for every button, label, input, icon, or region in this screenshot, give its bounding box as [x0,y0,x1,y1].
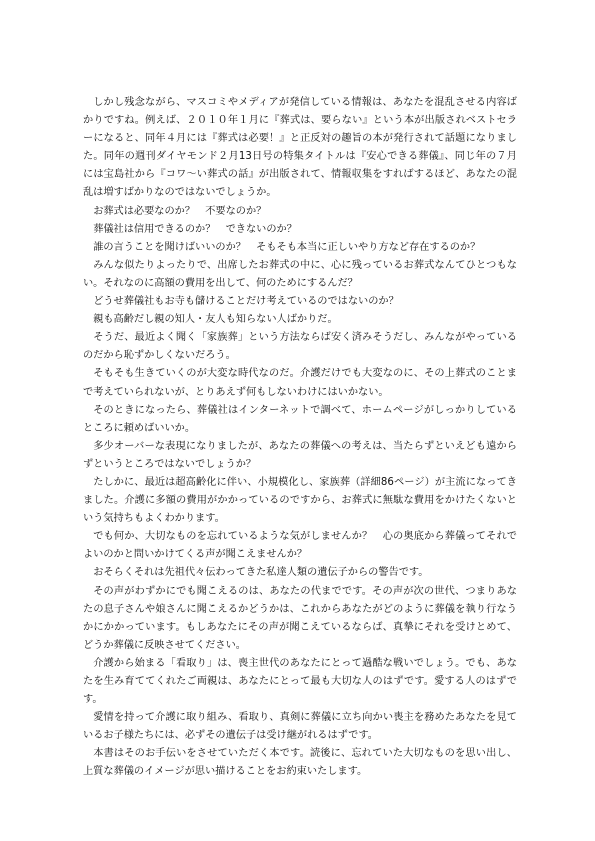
paragraph-children: 愛情を持って介護に取り組み、看取り、真剣に葬儀に立ち向かい喪主を務めたあなたを見ているお子様たちには、必ずその遺伝子は受け継がれるはずです。 [83,712,517,742]
paragraph-question-necessity: お葬式は必要なのか？ 不要なのか？ [93,205,267,217]
paragraph-all-similar: みんな似たりよったりで、出席したお葬式の中に、心に残っているお葬式なんてひとつもない。それなのに高額の費用を出して、何のためにするんだ？ [83,259,517,289]
paragraph-book-promise: 本書はそのお手伝いをさせていただく本です。読後に、忘れていた大切なものを思い出し、上質な葬儀のイメージが思い描けることをお約束いたします。 [83,748,517,778]
paragraph-question-trust: 葬儀社は信用できるのか？ できないのか？ [93,223,297,235]
paragraph-gene-warning: おそらくそれは先祖代々伝わってきた私達人類の遺伝子からの警告です。 [93,567,429,579]
paragraph-intro: しかし残念ながら、マスコミやメディアが発信している情報は、あなたを混乱させる内容ばかりですね。例えば、２０１０年１月に『葬式は、要らない』という本が出版されベストセラーになると、同年４月には『葬式は必要！』と正反対の趣旨の本が発行されて話題になりました。同年の週刊ダイヤモンド２月13日号の特集タイトルは『安心できる葬儀』、同じ年の７月には宝島社から『コワ〜い葬式の話』が出版されて、情報収集をすればするほど、あなたの混乱は増すばかりなのではないでしょうか。 [83,97,517,199]
page-body [83,94,517,782]
paragraph-question-whom: 誰の言うことを聞けばいいのか？ そもそも本当に正しいやり方など存在するのか？ [93,241,481,253]
paragraph-family-funeral: そうだ、最近よく聞く「家族葬」という方法ならば安く済みそうだし、みんながやっているのだから恥ずかしくないだろう。 [83,332,517,362]
paragraph-mitori: 介護から始まる「看取り」は、喪主世代のあなたにとって過酷な戦いでしょう。でも、あなたを生み育ててくれたご両親は、あなたにとって最も大切な人のはずです。愛する人のはずです。 [83,657,517,706]
paragraph-elderly-parents: 親も高齢だし親の知人・友人も知らない人ばかりだ。 [93,314,338,326]
paragraph-hard-times: そもそも生きていくのが大変な時代なのだ。介護だけでも大変なのに、その上葬式のことまで考えていられないが、とりあえず何もしないわけにはいかない。 [83,368,517,398]
paragraph-internet-search: そのときになったら、葬儀社はインターネットで調べて、ホームページがしっかりしているところに頼めばいいか。 [83,404,517,434]
paragraph-profit: どうせ葬儀社もお寺も儲けることだけ考えているのではないのか？ [93,296,399,308]
paragraph-forgotten: でも何か、大切なものを忘れているような気がしませんか？ 心の奥底から葬儀ってそれでよいのかと問いかけてくる声が聞こえませんか？ [83,531,517,561]
paragraph-next-generation: その声がわずかにでも聞こえるのは、あなたの代までです。その声が次の世代、つまりあなたの息子さんや娘さんに聞こえるかどうかは、これからあなたがどのように葬儀を執り行なうかにかかっています。もしあなたにその声が聞こえているならば、真摯にそれを受けとめて、どうか葬儀に反映させてください。 [83,585,517,651]
paragraph-aging-trend: たしかに、最近は超高齢化に伴い、小規模化し、家族葬（詳細86ページ）が主流になってきました。介護に多額の費用がかかっているのですから、お葬式に無駄な費用をかけたくないという気持ちもよくわかります。 [83,476,517,525]
paragraph-exaggeration: 多少オーバーな表現になりましたが、あなたの葬儀への考えは、当たらずといえども遠からずというところではないでしょうか？ [83,440,517,470]
